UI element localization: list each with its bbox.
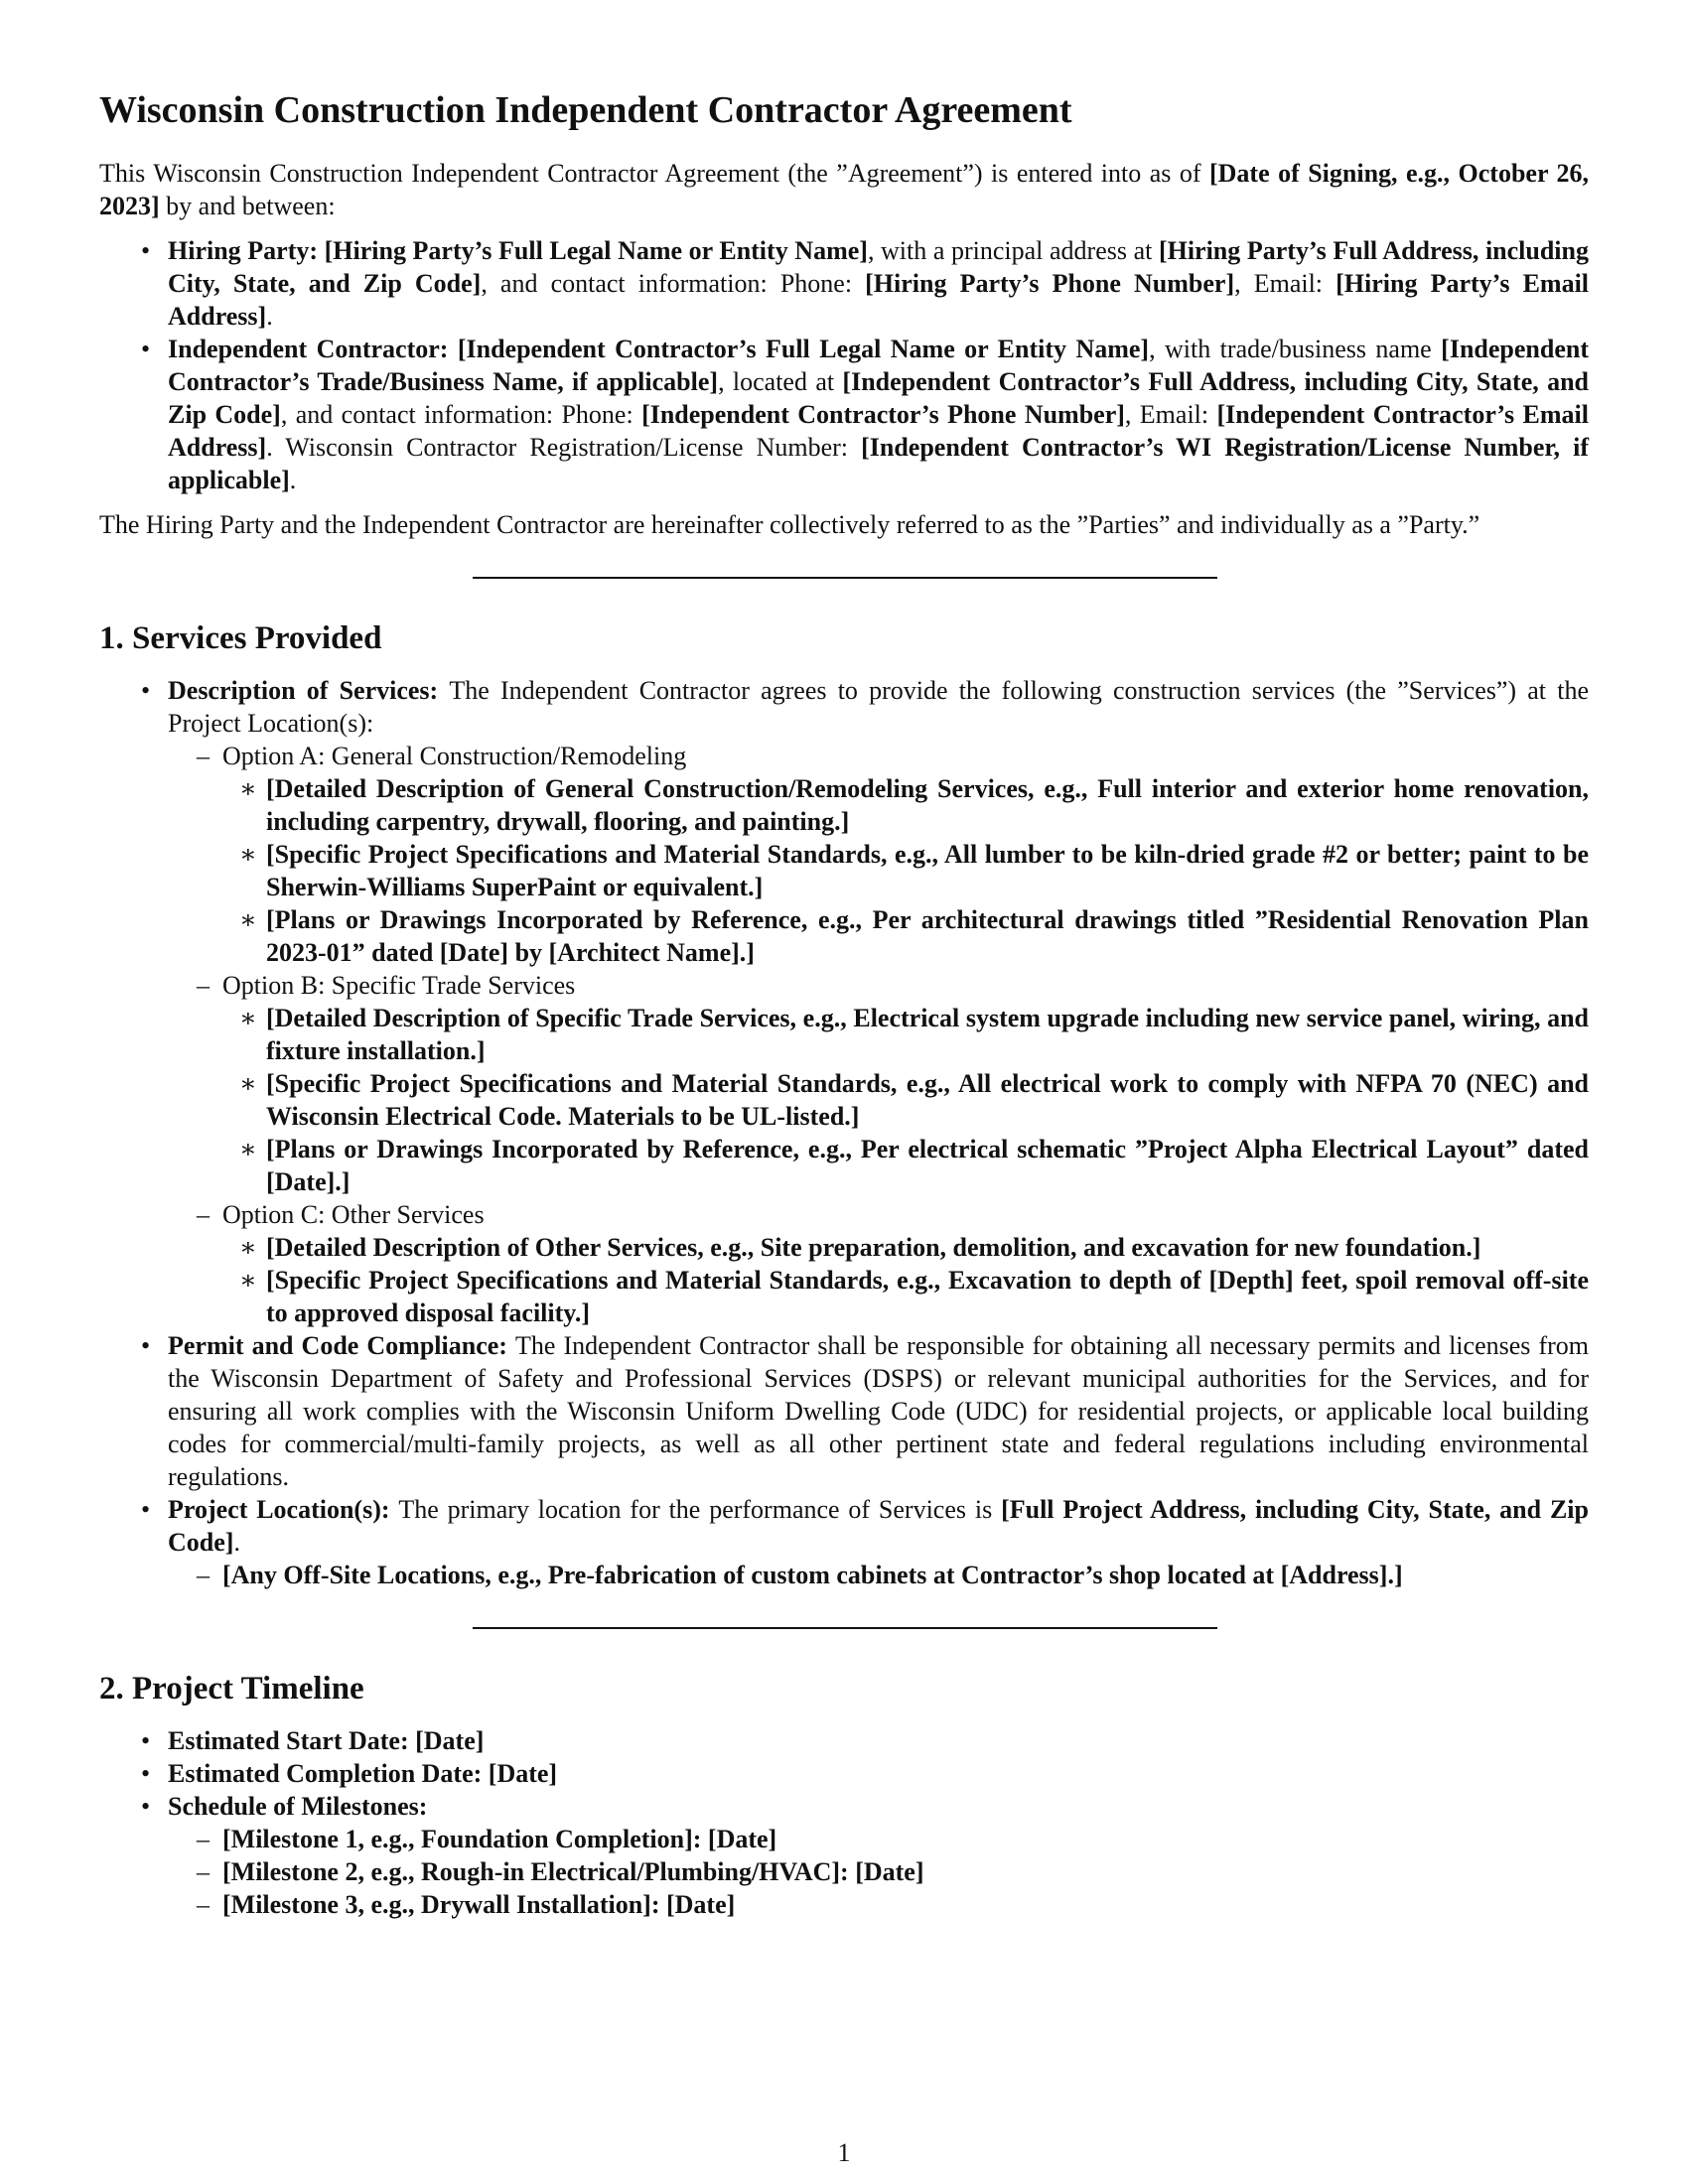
closing-paragraph: The Hiring Party and the Independent Contractor are hereinafter collectively referred to as the ”Parties” and individually as a ”Party.” <box>99 510 1480 539</box>
hiring-party-address: [Hiring Party’s Full Address, including City, State, and Zip Code] <box>168 236 1589 298</box>
permit-label: Permit and Code Compliance: <box>168 1331 516 1360</box>
option-c <box>222 1198 1589 1329</box>
services-list <box>99 674 1589 1591</box>
offsite-list <box>161 1559 1589 1591</box>
milestone-item <box>222 1888 1589 1921</box>
timeline-list <box>99 1724 1589 1921</box>
milestone-item <box>222 1823 1589 1855</box>
document-title: Wisconsin Construction Independent Contractor Agreement <box>99 89 1072 131</box>
section-divider <box>473 1627 1217 1629</box>
option-a-item <box>266 838 1589 903</box>
description-label: Description of Services: <box>168 676 450 705</box>
contractor-phone: [Independent Contractor’s Phone Number] <box>641 400 1125 429</box>
signing-date-placeholder: [Date of Signing, e.g., October 26, 2023] <box>99 159 1589 220</box>
contractor-text-3: , and contact information: Phone: <box>280 400 642 429</box>
start-date-item <box>168 1724 1589 1757</box>
hiring-party-text-2: , and contact information: Phone: <box>481 269 866 298</box>
option-c-items <box>215 1231 1589 1329</box>
hiring-party-text-4: . <box>266 302 273 331</box>
section-2-heading: 2. Project Timeline <box>99 1671 364 1706</box>
start-date-text: Estimated Start Date: [Date] <box>168 1726 485 1755</box>
option-b-item <box>266 1067 1589 1133</box>
offsite-location-text: [Any Off-Site Locations, e.g., Pre-fabrication of custom cabinets at Contractor’s shop located at [Address].] <box>222 1561 1403 1589</box>
description-text: The Independent Contractor agrees to provide the following construction services (the ”Services”) at the Project Location(s): <box>168 676 1589 738</box>
hiring-party-text-1: , with a principal address at <box>867 236 1159 265</box>
option-c-label: Option C: Other Services <box>222 1200 485 1229</box>
location-text-end: . <box>233 1528 240 1557</box>
milestone-text: [Milestone 1, e.g., Foundation Completion]: [Date] <box>222 1825 777 1853</box>
contractor-text-5: . Wisconsin Contractor Registration/License Number: <box>266 433 862 462</box>
option-c-item-text: [Detailed Description of Other Services, e.g., Site preparation, demolition, and excavation for new foundation.] <box>266 1233 1481 1262</box>
project-location-item <box>168 1493 1589 1591</box>
contractor-text-6: . <box>289 466 297 494</box>
option-b-item-text: [Detailed Description of Specific Trade Services, e.g., Electrical system upgrade including new service panel, wiring, and fixture installation.] <box>266 1004 1589 1065</box>
hiring-party-label: Hiring Party: <box>168 236 325 265</box>
option-a-items <box>215 772 1589 969</box>
section-divider <box>473 577 1217 579</box>
milestones-list <box>161 1823 1589 1921</box>
contractor-license: [Independent Contractor’s WI Registration/License Number, if applicable] <box>168 433 1589 494</box>
contractor-email: [Independent Contractor’s Email Address] <box>168 400 1589 462</box>
contractor-address: [Independent Contractor’s Full Address, including City, State, and Zip Code] <box>168 367 1589 429</box>
milestones-label: Schedule of Milestones: <box>168 1792 428 1821</box>
hiring-party-email: [Hiring Party’s Email Address] <box>168 269 1590 331</box>
intro-text-end: by and between: <box>159 192 336 220</box>
option-b-item-text: [Plans or Drawings Incorporated by Reference, e.g., Per electrical schematic ”Project Alpha Electrical Layout” dated [Date].] <box>266 1135 1589 1196</box>
option-a-item <box>266 772 1589 838</box>
milestones-item <box>168 1790 1589 1921</box>
option-b-label: Option B: Specific Trade Services <box>222 971 576 1000</box>
permit-compliance-item <box>168 1329 1589 1493</box>
contractor-trade-name: [Independent Contractor’s Trade/Business Name, if applicable] <box>168 335 1589 396</box>
milestone-text: [Milestone 2, e.g., Rough-in Electrical/Plumbing/HVAC]: [Date] <box>222 1857 924 1886</box>
option-a-label: Option A: General Construction/Remodeling <box>222 742 687 770</box>
offsite-location-item <box>222 1559 1589 1591</box>
description-of-services-item <box>168 674 1589 1329</box>
option-a-item <box>266 903 1589 969</box>
intro-paragraph <box>99 157 1589 222</box>
location-label: Project Location(s): <box>168 1495 399 1524</box>
option-c-item-text: [Specific Project Specifications and Material Standards, e.g., Excavation to depth of [Depth] feet, spoil removal off-site to approved disposal facility.] <box>266 1266 1589 1327</box>
option-b-item <box>266 1002 1589 1067</box>
document-page <box>99 87 1589 1921</box>
milestone-text: [Milestone 3, e.g., Drywall Installation]: [Date] <box>222 1890 736 1919</box>
section-1-heading: 1. Services Provided <box>99 620 382 656</box>
option-b-item <box>266 1133 1589 1198</box>
hiring-party-item <box>168 234 1589 333</box>
option-b-items <box>215 1002 1589 1198</box>
intro-text: This Wisconsin Construction Independent Contractor Agreement (the ”Agreement”) is entered into as of <box>99 159 1209 188</box>
contractor-item <box>168 333 1589 496</box>
option-a <box>222 740 1589 969</box>
contractor-name: [Independent Contractor’s Full Legal Name or Entity Name] <box>457 335 1150 363</box>
option-a-item-text: [Detailed Description of General Construction/Remodeling Services, e.g., Full interior and exterior home renovation, including carpentry, drywall, flooring, and painting.] <box>266 774 1589 836</box>
option-a-item-text: [Specific Project Specifications and Material Standards, e.g., All lumber to be kiln-dried grade #2 or better; paint to be Sherwin-Williams SuperPaint or equivalent.] <box>266 840 1589 901</box>
project-address-placeholder: [Full Project Address, including City, State, and Zip Code] <box>168 1495 1589 1557</box>
contractor-text-4: , Email: <box>1124 400 1217 429</box>
location-text: The primary location for the performance of Services is <box>398 1495 1002 1524</box>
permit-text: The Independent Contractor shall be responsible for obtaining all necessary permits and licenses from the Wisconsin Department of Safety and Professional Services (DSPS) or relevant municipal authorities for the Services, and for ensuring all work complies with the Wisconsin Uniform Dwelling Code (UDC) for residential projects, or applicable local building codes for commercial/multi-family projects, as well as all other pertinent state and federal regulations including environmental regulations. <box>168 1331 1589 1491</box>
option-b <box>222 969 1589 1198</box>
service-options-list <box>161 740 1589 1329</box>
option-a-item-text: [Plans or Drawings Incorporated by Reference, e.g., Per architectural drawings titled ”Residential Renovation Plan 2023-01” dated [Date] by [Architect Name].] <box>266 905 1589 967</box>
contractor-text-2: , located at <box>718 367 843 396</box>
milestone-item <box>222 1855 1589 1888</box>
hiring-party-text-3: , Email: <box>1234 269 1336 298</box>
completion-date-text: Estimated Completion Date: [Date] <box>168 1759 558 1788</box>
hiring-party-phone: [Hiring Party’s Phone Number] <box>865 269 1235 298</box>
contractor-label: Independent Contractor: <box>168 335 458 363</box>
parties-list <box>99 234 1589 496</box>
page-number: 1 <box>837 2138 851 2167</box>
option-c-item <box>266 1231 1589 1264</box>
option-c-item <box>266 1264 1589 1329</box>
completion-date-item <box>168 1757 1589 1790</box>
contractor-text-1: , with trade/business name <box>1149 335 1442 363</box>
option-b-item-text: [Specific Project Specifications and Material Standards, e.g., All electrical work to comply with NFPA 70 (NEC) and Wisconsin Electrical Code. Materials to be UL-listed.] <box>266 1069 1589 1131</box>
hiring-party-name: [Hiring Party’s Full Legal Name or Entity Name] <box>324 236 868 265</box>
